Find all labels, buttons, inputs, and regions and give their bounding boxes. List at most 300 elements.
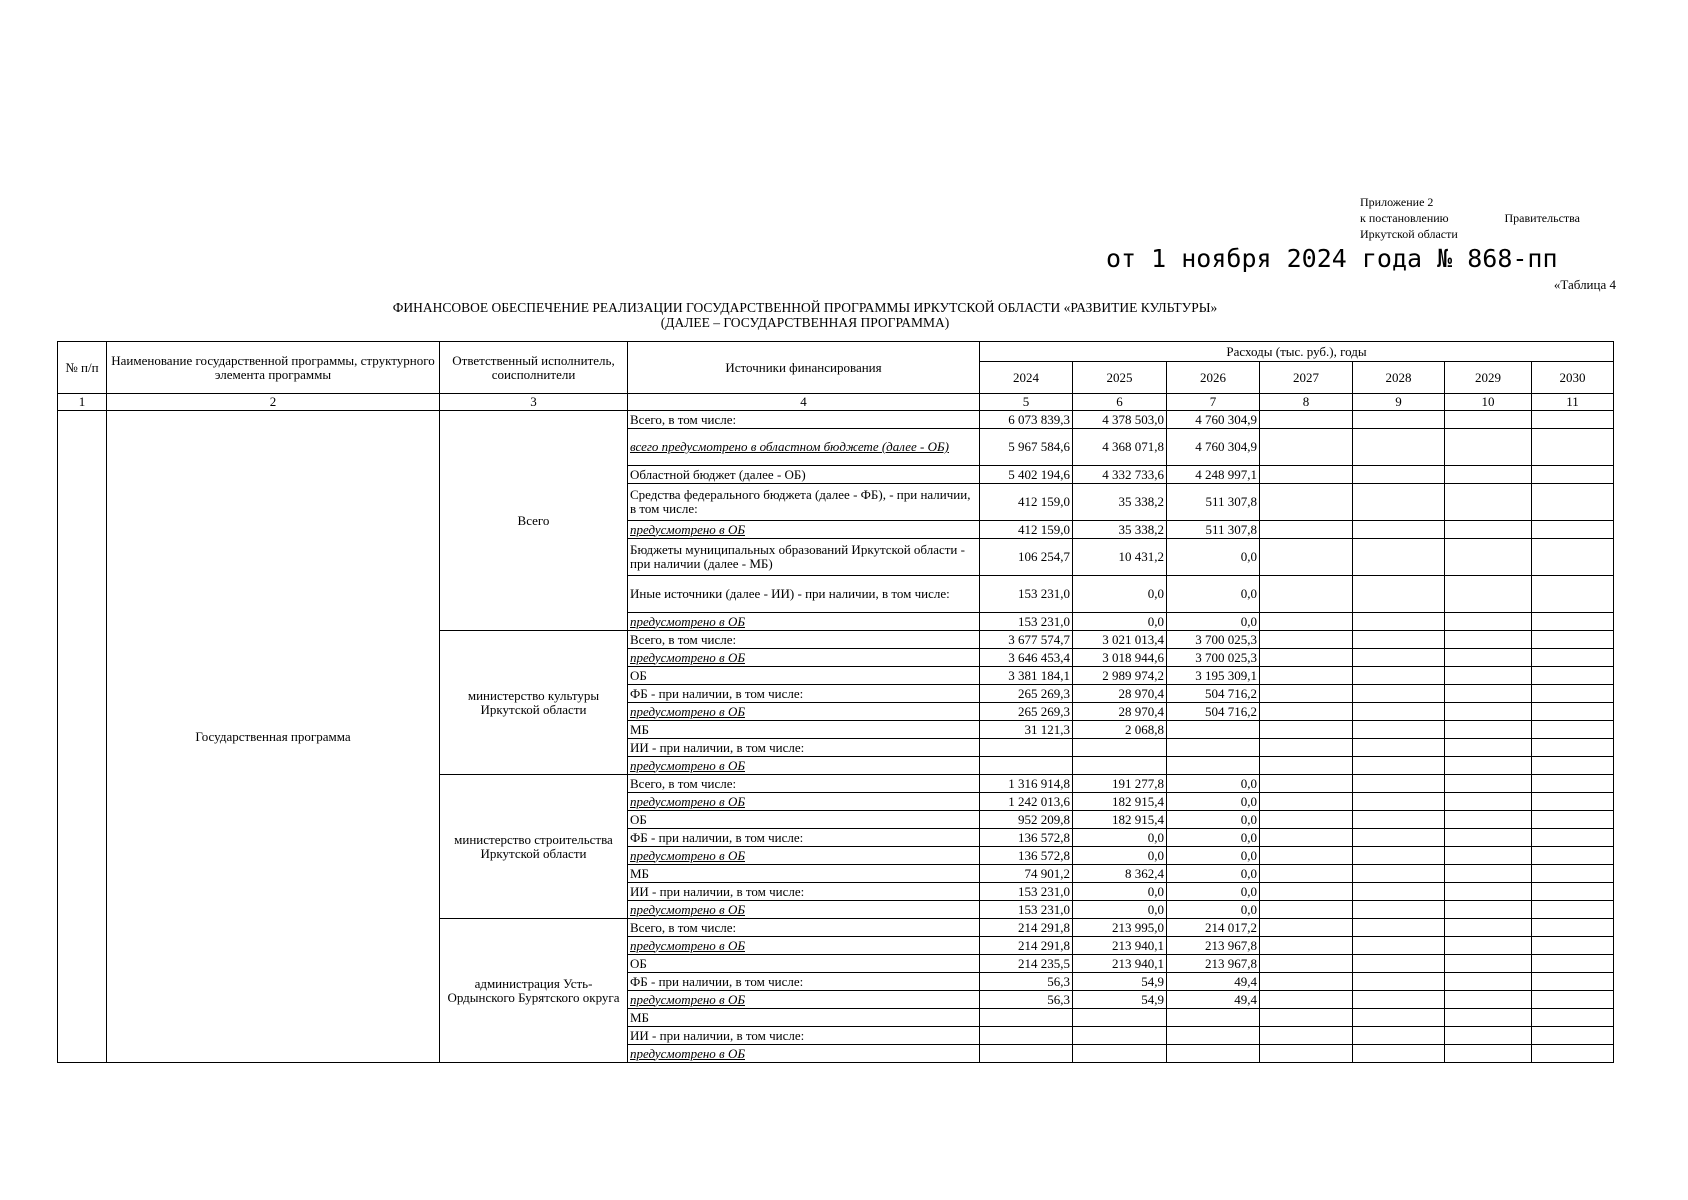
value-cell: 214 291,8 bbox=[980, 919, 1073, 937]
value-cell bbox=[1073, 757, 1167, 775]
value-cell bbox=[980, 757, 1073, 775]
value-cell bbox=[1260, 1045, 1353, 1063]
value-cell bbox=[1353, 847, 1445, 865]
value-cell bbox=[1445, 901, 1532, 919]
value-cell bbox=[1260, 793, 1353, 811]
value-cell bbox=[1260, 703, 1353, 721]
value-cell: 0,0 bbox=[1167, 847, 1260, 865]
col-number: 4 bbox=[628, 394, 980, 411]
program-num-cell bbox=[58, 411, 107, 1063]
appendix-line3: Иркутской области bbox=[1360, 227, 1458, 241]
value-cell: 0,0 bbox=[1073, 901, 1167, 919]
value-cell bbox=[1532, 576, 1614, 613]
value-cell bbox=[1353, 883, 1445, 901]
col-number: 8 bbox=[1260, 394, 1353, 411]
value-cell: 511 307,8 bbox=[1167, 521, 1260, 539]
value-cell bbox=[1167, 1009, 1260, 1027]
value-cell bbox=[1532, 429, 1614, 466]
value-cell bbox=[1445, 883, 1532, 901]
value-cell bbox=[1073, 1009, 1167, 1027]
value-cell bbox=[1445, 667, 1532, 685]
value-cell bbox=[1167, 1045, 1260, 1063]
value-cell bbox=[1532, 829, 1614, 847]
value-cell: 10 431,2 bbox=[1073, 539, 1167, 576]
source-cell: МБ bbox=[628, 865, 980, 883]
value-cell bbox=[1260, 1027, 1353, 1045]
value-cell bbox=[1532, 685, 1614, 703]
value-cell: 28 970,4 bbox=[1073, 703, 1167, 721]
source-cell: всего предусмотрено в областном бюджете (далее - ОБ) bbox=[628, 429, 980, 466]
value-cell: 28 970,4 bbox=[1073, 685, 1167, 703]
value-cell bbox=[1445, 721, 1532, 739]
source-cell: предусмотрено в ОБ bbox=[628, 703, 980, 721]
col-number: 1 bbox=[58, 394, 107, 411]
value-cell bbox=[1532, 1045, 1614, 1063]
value-cell bbox=[1260, 484, 1353, 521]
value-cell bbox=[1260, 865, 1353, 883]
value-cell bbox=[1445, 847, 1532, 865]
source-cell: предусмотрено в ОБ bbox=[628, 937, 980, 955]
value-cell bbox=[1532, 955, 1614, 973]
value-cell bbox=[1260, 429, 1353, 466]
value-cell bbox=[1073, 1045, 1167, 1063]
value-cell bbox=[1353, 411, 1445, 429]
source-cell: Бюджеты муниципальных образований Иркутской области - при наличии (далее - МБ) bbox=[628, 539, 980, 576]
value-cell: 0,0 bbox=[1167, 865, 1260, 883]
col-number: 5 bbox=[980, 394, 1073, 411]
value-cell bbox=[1260, 775, 1353, 793]
value-cell: 3 195 309,1 bbox=[1167, 667, 1260, 685]
value-cell bbox=[1353, 649, 1445, 667]
value-cell: 412 159,0 bbox=[980, 484, 1073, 521]
value-cell bbox=[1353, 937, 1445, 955]
value-cell: 8 362,4 bbox=[1073, 865, 1167, 883]
value-cell bbox=[1445, 466, 1532, 484]
executor-cell: администрация Усть-Ордынского Бурятского округа bbox=[440, 919, 628, 1063]
value-cell: 182 915,4 bbox=[1073, 793, 1167, 811]
value-cell: 213 967,8 bbox=[1167, 955, 1260, 973]
source-cell: ИИ - при наличии, в том числе: bbox=[628, 883, 980, 901]
source-cell: ИИ - при наличии, в том числе: bbox=[628, 739, 980, 757]
appendix-line2-right: Правительства bbox=[1504, 211, 1580, 225]
source-cell: Средства федерального бюджета (далее - ФБ), - при наличии, в том числе: bbox=[628, 484, 980, 521]
value-cell bbox=[1167, 721, 1260, 739]
value-cell bbox=[1445, 775, 1532, 793]
value-cell bbox=[1445, 757, 1532, 775]
value-cell: 56,3 bbox=[980, 973, 1073, 991]
value-cell: 504 716,2 bbox=[1167, 703, 1260, 721]
appendix-line1: Приложение 2 bbox=[1360, 195, 1434, 209]
header-row-1 bbox=[58, 342, 1614, 362]
source-cell: ФБ - при наличии, в том числе: bbox=[628, 685, 980, 703]
value-cell: 213 940,1 bbox=[1073, 937, 1167, 955]
value-cell: 0,0 bbox=[1167, 829, 1260, 847]
col-number: 2 bbox=[107, 394, 440, 411]
value-cell bbox=[1445, 429, 1532, 466]
value-cell bbox=[1532, 521, 1614, 539]
value-cell: 265 269,3 bbox=[980, 703, 1073, 721]
value-cell: 5 402 194,6 bbox=[980, 466, 1073, 484]
value-cell: 182 915,4 bbox=[1073, 811, 1167, 829]
value-cell bbox=[1445, 955, 1532, 973]
value-cell bbox=[1353, 703, 1445, 721]
value-cell: 0,0 bbox=[1073, 847, 1167, 865]
appendix-line2 bbox=[1360, 210, 1580, 226]
value-cell bbox=[1445, 539, 1532, 576]
value-cell: 191 277,8 bbox=[1073, 775, 1167, 793]
value-cell: 0,0 bbox=[1167, 613, 1260, 631]
value-cell bbox=[1353, 757, 1445, 775]
value-cell bbox=[1353, 1027, 1445, 1045]
source-cell: ИИ - при наличии, в том числе: bbox=[628, 1027, 980, 1045]
col-number: 11 bbox=[1532, 394, 1614, 411]
value-cell: 0,0 bbox=[1167, 775, 1260, 793]
value-cell bbox=[1260, 539, 1353, 576]
value-cell bbox=[1445, 576, 1532, 613]
value-cell: 0,0 bbox=[1167, 883, 1260, 901]
value-cell: 214 017,2 bbox=[1167, 919, 1260, 937]
value-cell: 511 307,8 bbox=[1167, 484, 1260, 521]
value-cell bbox=[1532, 721, 1614, 739]
financing-table bbox=[57, 341, 1614, 1063]
value-cell bbox=[1260, 667, 1353, 685]
value-cell bbox=[1167, 739, 1260, 757]
value-cell bbox=[1260, 991, 1353, 1009]
value-cell bbox=[1445, 521, 1532, 539]
value-cell bbox=[1532, 775, 1614, 793]
value-cell bbox=[1445, 937, 1532, 955]
value-cell bbox=[1353, 811, 1445, 829]
value-cell: 0,0 bbox=[1167, 576, 1260, 613]
value-cell bbox=[1260, 829, 1353, 847]
value-cell bbox=[1532, 466, 1614, 484]
value-cell bbox=[1260, 739, 1353, 757]
value-cell bbox=[1167, 757, 1260, 775]
value-cell bbox=[980, 1009, 1073, 1027]
header-name: Наименование государственной программы, структурного элемента программы bbox=[107, 342, 440, 394]
value-cell: 3 646 453,4 bbox=[980, 649, 1073, 667]
value-cell bbox=[1260, 973, 1353, 991]
value-cell bbox=[1445, 811, 1532, 829]
value-cell: 2 989 974,2 bbox=[1073, 667, 1167, 685]
value-cell: 1 316 914,8 bbox=[980, 775, 1073, 793]
value-cell: 153 231,0 bbox=[980, 901, 1073, 919]
value-cell bbox=[1260, 757, 1353, 775]
value-cell: 4 332 733,6 bbox=[1073, 466, 1167, 484]
source-cell: Иные источники (далее - ИИ) - при наличии, в том числе: bbox=[628, 576, 980, 613]
value-cell bbox=[1073, 1027, 1167, 1045]
value-cell: 35 338,2 bbox=[1073, 484, 1167, 521]
source-cell: ОБ bbox=[628, 667, 980, 685]
value-cell: 5 967 584,6 bbox=[980, 429, 1073, 466]
value-cell: 4 378 503,0 bbox=[1073, 411, 1167, 429]
value-cell bbox=[1260, 955, 1353, 973]
executor-cell: министерство культуры Иркутской области bbox=[440, 631, 628, 775]
value-cell: 3 381 184,1 bbox=[980, 667, 1073, 685]
value-cell bbox=[1353, 539, 1445, 576]
value-cell bbox=[1532, 793, 1614, 811]
header-executor: Ответственный исполнитель, соисполнители bbox=[440, 342, 628, 394]
value-cell bbox=[1445, 1009, 1532, 1027]
value-cell bbox=[1353, 1009, 1445, 1027]
col-number: 3 bbox=[440, 394, 628, 411]
value-cell bbox=[1532, 847, 1614, 865]
value-cell bbox=[1260, 937, 1353, 955]
table-row bbox=[58, 411, 1614, 429]
value-cell bbox=[1532, 703, 1614, 721]
header-year: 2029 bbox=[1445, 362, 1532, 394]
value-cell bbox=[1353, 829, 1445, 847]
value-cell bbox=[1353, 775, 1445, 793]
value-cell: 2 068,8 bbox=[1073, 721, 1167, 739]
value-cell: 412 159,0 bbox=[980, 521, 1073, 539]
program-name-cell: Государственная программа bbox=[107, 411, 440, 1063]
title-line1: ФИНАНСОВОЕ ОБЕСПЕЧЕНИЕ РЕАЛИЗАЦИИ ГОСУДАРСТВЕННОЙ ПРОГРАММЫ ИРКУТСКОЙ ОБЛАСТИ «РАЗВИТИЕ КУЛЬТУРЫ» bbox=[392, 300, 1218, 315]
value-cell bbox=[1445, 991, 1532, 1009]
value-cell: 4 760 304,9 bbox=[1167, 429, 1260, 466]
source-cell: Всего, в том числе: bbox=[628, 631, 980, 649]
value-cell bbox=[1353, 955, 1445, 973]
value-cell bbox=[1353, 721, 1445, 739]
value-cell: 153 231,0 bbox=[980, 613, 1073, 631]
value-cell bbox=[1532, 613, 1614, 631]
value-cell bbox=[1353, 576, 1445, 613]
col-number: 7 bbox=[1167, 394, 1260, 411]
col-number: 9 bbox=[1353, 394, 1445, 411]
value-cell: 0,0 bbox=[1167, 811, 1260, 829]
value-cell bbox=[1353, 521, 1445, 539]
value-cell bbox=[1353, 613, 1445, 631]
value-cell bbox=[1532, 811, 1614, 829]
col-number: 6 bbox=[1073, 394, 1167, 411]
value-cell bbox=[1445, 631, 1532, 649]
value-cell: 153 231,0 bbox=[980, 576, 1073, 613]
source-cell: предусмотрено в ОБ bbox=[628, 901, 980, 919]
value-cell bbox=[1532, 739, 1614, 757]
value-cell bbox=[1445, 703, 1532, 721]
executor-cell: министерство строительства Иркутской области bbox=[440, 775, 628, 919]
value-cell: 213 940,1 bbox=[1073, 955, 1167, 973]
source-cell: ФБ - при наличии, в том числе: bbox=[628, 829, 980, 847]
value-cell: 0,0 bbox=[1073, 613, 1167, 631]
value-cell bbox=[1260, 685, 1353, 703]
value-cell bbox=[1353, 1045, 1445, 1063]
value-cell bbox=[980, 1045, 1073, 1063]
value-cell bbox=[1353, 739, 1445, 757]
value-cell bbox=[1353, 685, 1445, 703]
appendix-line2-left: к постановлению bbox=[1360, 211, 1449, 225]
executor-cell: Всего bbox=[440, 411, 628, 631]
value-cell: 3 700 025,3 bbox=[1167, 631, 1260, 649]
value-cell bbox=[1260, 411, 1353, 429]
value-cell: 3 021 013,4 bbox=[1073, 631, 1167, 649]
value-cell bbox=[1532, 1027, 1614, 1045]
value-cell bbox=[1353, 429, 1445, 466]
value-cell bbox=[1532, 667, 1614, 685]
value-cell bbox=[980, 739, 1073, 757]
value-cell bbox=[1532, 865, 1614, 883]
value-cell bbox=[1260, 521, 1353, 539]
value-cell bbox=[1353, 667, 1445, 685]
value-cell: 4 248 997,1 bbox=[1167, 466, 1260, 484]
value-cell bbox=[1532, 539, 1614, 576]
value-cell: 49,4 bbox=[1167, 991, 1260, 1009]
document-title bbox=[260, 300, 1350, 330]
value-cell: 213 967,8 bbox=[1167, 937, 1260, 955]
value-cell: 6 073 839,3 bbox=[980, 411, 1073, 429]
value-cell bbox=[1260, 901, 1353, 919]
value-cell bbox=[1353, 991, 1445, 1009]
value-cell bbox=[1260, 721, 1353, 739]
value-cell bbox=[1353, 466, 1445, 484]
value-cell: 214 291,8 bbox=[980, 937, 1073, 955]
value-cell: 0,0 bbox=[1073, 829, 1167, 847]
value-cell bbox=[1532, 484, 1614, 521]
value-cell: 0,0 bbox=[1167, 539, 1260, 576]
header-sources: Источники финансирования bbox=[628, 342, 980, 394]
value-cell: 3 677 574,7 bbox=[980, 631, 1073, 649]
value-cell: 0,0 bbox=[1167, 901, 1260, 919]
value-cell bbox=[1260, 919, 1353, 937]
value-cell bbox=[1445, 1045, 1532, 1063]
value-cell bbox=[1445, 1027, 1532, 1045]
source-cell: Всего, в том числе: bbox=[628, 919, 980, 937]
value-cell bbox=[1532, 901, 1614, 919]
value-cell bbox=[1353, 901, 1445, 919]
value-cell bbox=[1353, 973, 1445, 991]
date-line: от 1 ноября 2024 года № 868-пп bbox=[1106, 244, 1558, 273]
value-cell: 952 209,8 bbox=[980, 811, 1073, 829]
source-cell: предусмотрено в ОБ bbox=[628, 1045, 980, 1063]
source-cell: предусмотрено в ОБ bbox=[628, 793, 980, 811]
value-cell bbox=[1353, 631, 1445, 649]
value-cell: 35 338,2 bbox=[1073, 521, 1167, 539]
value-cell: 54,9 bbox=[1073, 991, 1167, 1009]
source-cell: Всего, в том числе: bbox=[628, 411, 980, 429]
header-num: № п/п bbox=[58, 342, 107, 394]
header-year: 2027 bbox=[1260, 362, 1353, 394]
source-cell: ОБ bbox=[628, 811, 980, 829]
value-cell bbox=[980, 1027, 1073, 1045]
value-cell bbox=[1260, 649, 1353, 667]
value-cell: 4 368 071,8 bbox=[1073, 429, 1167, 466]
value-cell bbox=[1353, 484, 1445, 521]
value-cell bbox=[1167, 1027, 1260, 1045]
value-cell bbox=[1353, 919, 1445, 937]
source-cell: ОБ bbox=[628, 955, 980, 973]
appendix-block bbox=[1360, 194, 1580, 242]
value-cell bbox=[1445, 649, 1532, 667]
value-cell: 106 254,7 bbox=[980, 539, 1073, 576]
value-cell bbox=[1532, 631, 1614, 649]
value-cell bbox=[1445, 793, 1532, 811]
value-cell bbox=[1532, 411, 1614, 429]
source-cell: МБ bbox=[628, 721, 980, 739]
source-cell: Всего, в том числе: bbox=[628, 775, 980, 793]
col-number: 10 bbox=[1445, 394, 1532, 411]
value-cell: 0,0 bbox=[1167, 793, 1260, 811]
value-cell bbox=[1445, 919, 1532, 937]
header-year: 2028 bbox=[1353, 362, 1445, 394]
value-cell bbox=[1445, 973, 1532, 991]
value-cell bbox=[1532, 991, 1614, 1009]
value-cell bbox=[1073, 739, 1167, 757]
value-cell bbox=[1260, 883, 1353, 901]
value-cell bbox=[1445, 739, 1532, 757]
header-expenses: Расходы (тыс. руб.), годы bbox=[980, 342, 1614, 362]
value-cell bbox=[1445, 411, 1532, 429]
source-cell: предусмотрено в ОБ bbox=[628, 521, 980, 539]
header-row-colnums bbox=[58, 394, 1614, 411]
value-cell: 0,0 bbox=[1073, 576, 1167, 613]
source-cell: предусмотрено в ОБ bbox=[628, 847, 980, 865]
value-cell: 31 121,3 bbox=[980, 721, 1073, 739]
source-cell: предусмотрено в ОБ bbox=[628, 991, 980, 1009]
value-cell bbox=[1532, 919, 1614, 937]
value-cell bbox=[1260, 631, 1353, 649]
value-cell bbox=[1445, 865, 1532, 883]
source-cell: предусмотрено в ОБ bbox=[628, 649, 980, 667]
value-cell bbox=[1260, 576, 1353, 613]
value-cell bbox=[1260, 1009, 1353, 1027]
value-cell bbox=[1532, 883, 1614, 901]
value-cell: 3 018 944,6 bbox=[1073, 649, 1167, 667]
value-cell: 49,4 bbox=[1167, 973, 1260, 991]
title-line2: (ДАЛЕЕ – ГОСУДАРСТВЕННАЯ ПРОГРАММА) bbox=[660, 315, 950, 330]
source-cell: предусмотрено в ОБ bbox=[628, 757, 980, 775]
value-cell: 0,0 bbox=[1073, 883, 1167, 901]
value-cell: 4 760 304,9 bbox=[1167, 411, 1260, 429]
value-cell bbox=[1260, 613, 1353, 631]
value-cell bbox=[1532, 757, 1614, 775]
value-cell: 214 235,5 bbox=[980, 955, 1073, 973]
value-cell: 1 242 013,6 bbox=[980, 793, 1073, 811]
value-cell bbox=[1532, 649, 1614, 667]
value-cell bbox=[1260, 847, 1353, 865]
value-cell: 504 716,2 bbox=[1167, 685, 1260, 703]
value-cell: 54,9 bbox=[1073, 973, 1167, 991]
value-cell bbox=[1260, 466, 1353, 484]
value-cell bbox=[1353, 865, 1445, 883]
value-cell bbox=[1445, 829, 1532, 847]
value-cell bbox=[1532, 1009, 1614, 1027]
value-cell: 265 269,3 bbox=[980, 685, 1073, 703]
source-cell: ФБ - при наличии, в том числе: bbox=[628, 973, 980, 991]
source-cell: Областной бюджет (далее - ОБ) bbox=[628, 466, 980, 484]
value-cell bbox=[1532, 937, 1614, 955]
source-cell: предусмотрено в ОБ bbox=[628, 613, 980, 631]
value-cell bbox=[1445, 685, 1532, 703]
value-cell: 56,3 bbox=[980, 991, 1073, 1009]
value-cell bbox=[1532, 973, 1614, 991]
value-cell bbox=[1445, 613, 1532, 631]
value-cell: 136 572,8 bbox=[980, 829, 1073, 847]
source-cell: МБ bbox=[628, 1009, 980, 1027]
value-cell: 153 231,0 bbox=[980, 883, 1073, 901]
header-year: 2025 bbox=[1073, 362, 1167, 394]
value-cell: 74 901,2 bbox=[980, 865, 1073, 883]
header-year: 2030 bbox=[1532, 362, 1614, 394]
value-cell bbox=[1353, 793, 1445, 811]
value-cell bbox=[1260, 811, 1353, 829]
header-year: 2026 bbox=[1167, 362, 1260, 394]
value-cell bbox=[1445, 484, 1532, 521]
value-cell: 3 700 025,3 bbox=[1167, 649, 1260, 667]
header-year: 2024 bbox=[980, 362, 1073, 394]
value-cell: 213 995,0 bbox=[1073, 919, 1167, 937]
value-cell: 136 572,8 bbox=[980, 847, 1073, 865]
table-tag: «Таблица 4 bbox=[1553, 277, 1616, 292]
